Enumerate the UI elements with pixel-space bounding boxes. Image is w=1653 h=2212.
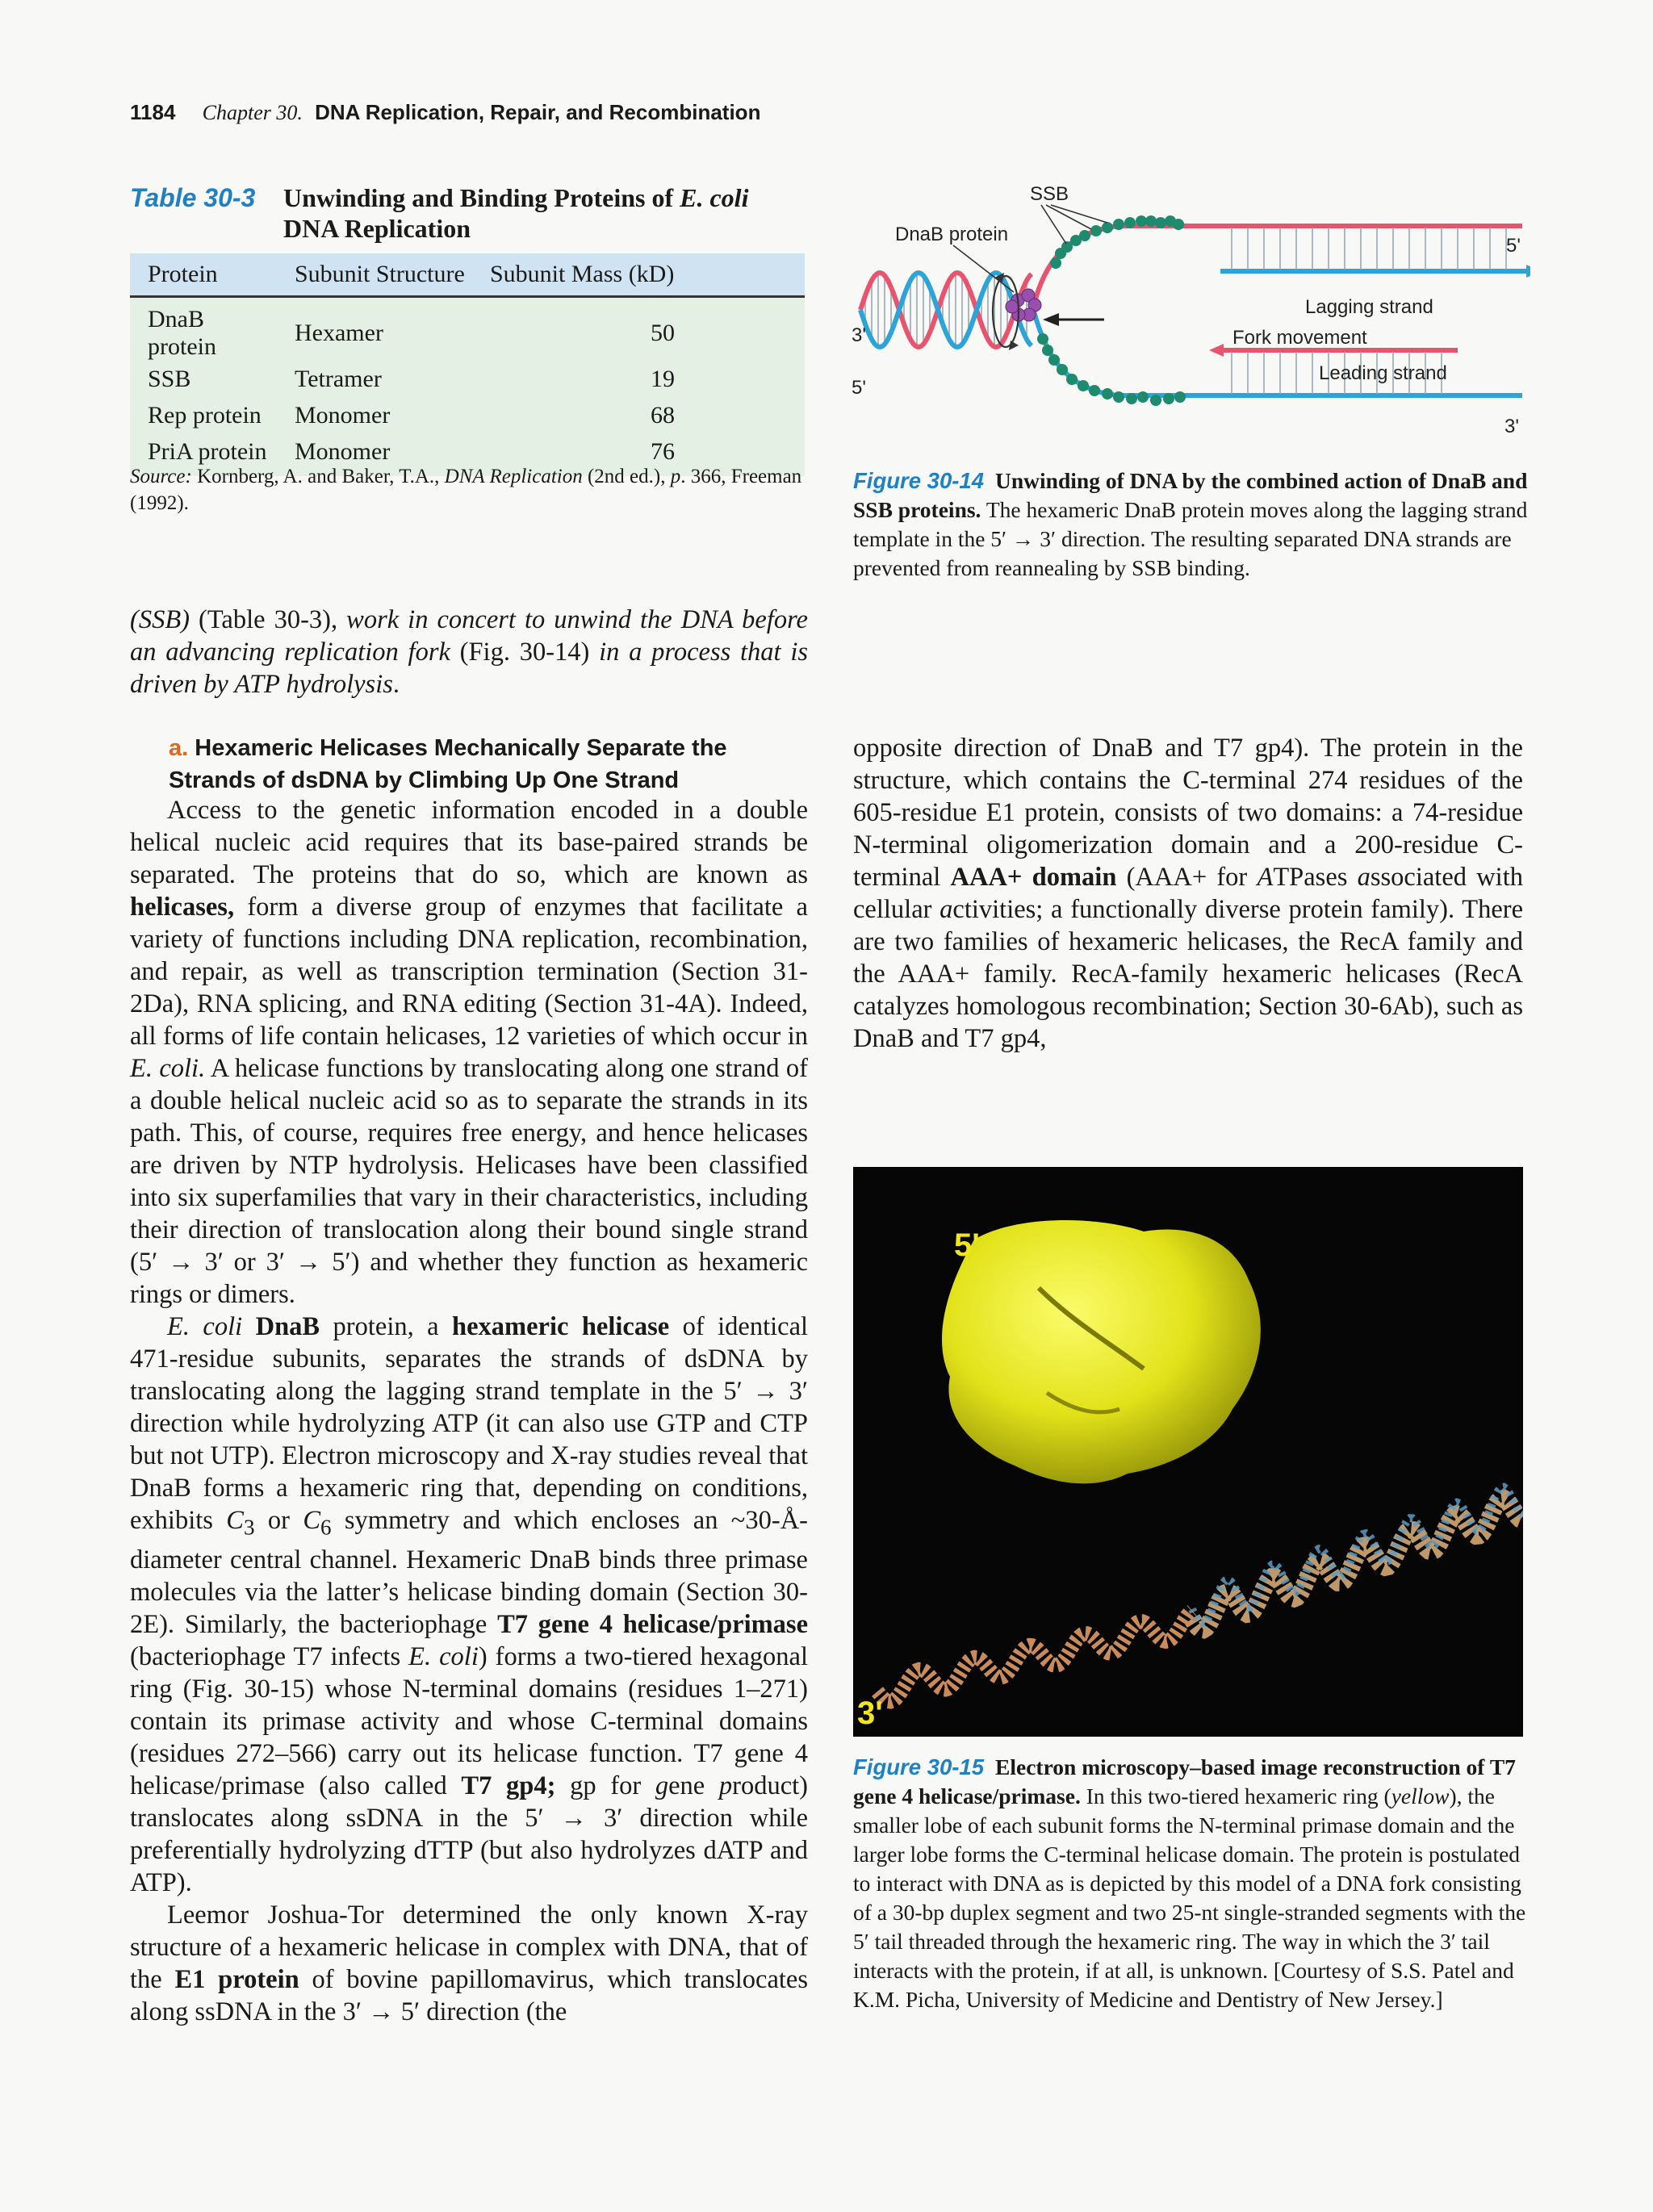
- figure-15-caption: Figure 30-15 Electron microscopy–based image reconstruction of T7 gene 4 helicase/primase. In this two-tiered hexameric ring (yellow), the smaller lobe of each subunit forms the N-terminal primase domain and the larger lobe forms the C-terminal helicase domain. The protein is postulated to interact with DNA as is depicted by this model of a DNA fork consisting of a 30-bp duplex segment and two 25-nt single-stranded segments with the 5′ tail threaded through the hexameric ring. The way in which the 3′ tail interacts with the protein, if at all, is unknown. [Courtesy of S.S. Patel and K.M. Picha, University of Medicine and Dentistry of New Jersey.]: [853, 1754, 1526, 2012]
- cell-protein: Rep protein: [130, 397, 277, 433]
- chapter-label: Chapter 30.: [202, 101, 303, 124]
- table-title: Unwinding and Binding Proteins of E. coli DNA Replication: [283, 183, 749, 243]
- figure-15-label: Figure 30-15: [853, 1754, 985, 1779]
- fork-movement-label: Fork movement: [1232, 327, 1367, 349]
- leading-strand-label: Leading strand: [1319, 362, 1447, 384]
- cell-structure: Monomer: [277, 433, 472, 476]
- lagging-arrowhead: [1526, 265, 1530, 278]
- chapter-title: DNA Replication, Repair, and Recombination: [315, 100, 761, 124]
- helicase-reconstruction-image: [853, 1167, 1523, 1737]
- lagging-rungs: [1232, 228, 1506, 270]
- protein-surface: [942, 1220, 1261, 1483]
- table-label: Table 30-3: [130, 183, 256, 212]
- right-column-body: [853, 732, 1523, 1055]
- cell-protein: DnaB protein: [130, 297, 277, 362]
- five-prime-label: 5': [954, 1227, 980, 1263]
- cell-mass: 50: [472, 297, 805, 362]
- running-header: [130, 100, 760, 125]
- section-heading: [169, 732, 814, 797]
- table-caption: [130, 182, 808, 244]
- cell-structure: Monomer: [277, 397, 472, 433]
- leading-arrowhead: [1209, 344, 1224, 357]
- dna-duplex: [1192, 1499, 1523, 1629]
- cell-protein: SSB: [130, 361, 277, 397]
- five-prime-left-label: 5': [852, 377, 866, 399]
- left-column-body: [130, 794, 808, 2028]
- body-paragraph: opposite direction of DnaB and T7 gp4). The protein in the structure, which contains the C-terminal 274 residues of the 605-residue E1 protein, consists of two domains: a 74-residue N-terminal oligomerization domain and a 200-residue C-terminal AAA+ domain (AAA+ for ATPases associated with cellular activities; a functionally diverse protein family). There are two families of hexameric helicases, the RecA family and the AAA+ family. RecA-family hexameric helicases (RecA catalyzes homologous recombination; Section 30-6Ab), such as DnaB and T7 gp4,: [853, 734, 1523, 1053]
- cell-mass: 19: [472, 361, 805, 397]
- cell-structure: Tetramer: [277, 361, 472, 397]
- lagging-strand-label: Lagging strand: [1305, 296, 1433, 318]
- table-header-row: [130, 253, 805, 297]
- three-prime-left-label: 3': [852, 324, 866, 346]
- table-row: [130, 297, 805, 362]
- ssb-label: SSB: [1030, 183, 1069, 205]
- section-letter: a.: [169, 735, 189, 761]
- body-paragraph: E. coli DnaB protein, a hexameric helicase of identical 471-residue subunits, separates the strands of dsDNA by translocating along the lagging strand template in the 5′ → 3′ direction while hydrolyzing ATP (it can also use GTP and CTP but not UTP). Electron microscopy and X-ray studies reveal that DnaB forms a hexameric ring that, depending on conditions, exhibits $C_3$ or $C_6$ symmetry and which encloses an ~30-Å-diameter central channel. Hexameric DnaB binds three primase molecules via the latter’s helicase binding domain (Section 30-2E). Similarly, the bacteriophage T7 gene 4 helicase/primase (bacteriophage T7 infects E. coli) forms a two-tiered hexagonal ring (Fig. 30-15) whose N-terminal domains (residues 1–271) contain its primase activity and whose C-terminal domains (residues 272–566) carry out its helicase function. T7 gene 4 helicase/primase (also called T7 gp4; gp for gene product) translocates along ssDNA in the 5′ → 3′ direction while preferentially hydrolyzing dTTP (but also hydrolyzes dATP and ATP).: [130, 1312, 809, 1897]
- col-header-structure: Subunit Structure: [277, 253, 472, 297]
- section-title: Hexameric Helicases Mechanically Separate the Strands of dsDNA by Climbing Up One Strand: [169, 735, 727, 793]
- body-paragraph: Leemor Joshua-Tor determined the only known X-ray structure of a hexameric helicase in complex with DNA, that of the E1 protein of bovine papillomavirus, which translocates along ssDNA in the 3′ → 5′ direction (the: [130, 1900, 808, 2026]
- body-paragraph: Access to the genetic information encoded in a double helical nucleic acid requires that its base-paired strands be separated. The proteins that do so, which are known as helicases, form a diverse group of enzymes that facilitate a variety of functions including DNA replication, recombination, and repair, as well as transcription termination (Section 31-2Da), RNA splicing, and RNA editing (Section 31-4A). Indeed, all forms of life contain helicases, 12 varieties of which occur in E. coli. A helicase functions by translocating along one strand of a double helical nucleic acid so as to separate the strands in its path. This, of course, requires free energy, and hence helicases are driven by NTP hydrolysis. Helicases have been classified into six superfamilies that vary in their characteristics, including their direction of translocation along their bound single strand (5′ → 3′ or 3′ → 5′) and whether they function as hexameric rings or dimers.: [130, 796, 808, 1309]
- table-source: Source: Kornberg, A. and Baker, T.A., DNA Replication (2nd ed.), p. 366, Freeman (1992).: [130, 466, 802, 514]
- dna-3prime-tail: [877, 1611, 1192, 1702]
- col-header-protein: Protein: [130, 253, 277, 297]
- cell-structure: Hexamer: [277, 297, 472, 362]
- three-prime-bottom-label: 3': [1504, 416, 1519, 437]
- dna-duplex-strand-2: [1192, 1487, 1523, 1624]
- page-number: 1184: [130, 100, 176, 124]
- col-header-mass: Subunit Mass (kD): [472, 253, 805, 297]
- lagging-strand-template: [1034, 226, 1522, 305]
- leading-strand-template: [1034, 312, 1522, 395]
- three-prime-label: 3': [857, 1696, 883, 1731]
- dna-unwinding-diagram: [844, 182, 1530, 449]
- five-prime-top-label: 5': [1506, 235, 1521, 257]
- figure-14-label: Figure 30-14: [853, 468, 985, 493]
- table-row: [130, 397, 805, 433]
- cell-mass: 76: [472, 433, 805, 476]
- dnab-label: DnaB protein: [895, 224, 1009, 245]
- figure-14-caption: Figure 30-14 Unwinding of DNA by the combined action of DnaB and SSB proteins. The hexameric DnaB protein moves along the lagging strand template in the 5′ → 3′ direction. The resulting separated DNA strands are prevented from reannealing by SSB binding.: [853, 468, 1528, 580]
- fork-movement-arrow-icon: [1043, 313, 1104, 326]
- cell-protein: PriA protein: [130, 433, 277, 476]
- helicase-illustration: [853, 1167, 1523, 1737]
- protein-table: [130, 253, 805, 476]
- intro-paragraph: (SSB) (Table 30-3), work in concert to unwind the DNA before an advancing replication fork (Fig. 30-14) in a process that is driven by ATP hydrolysis.: [130, 605, 808, 699]
- cell-mass: 68: [472, 397, 805, 433]
- table-row: [130, 361, 805, 397]
